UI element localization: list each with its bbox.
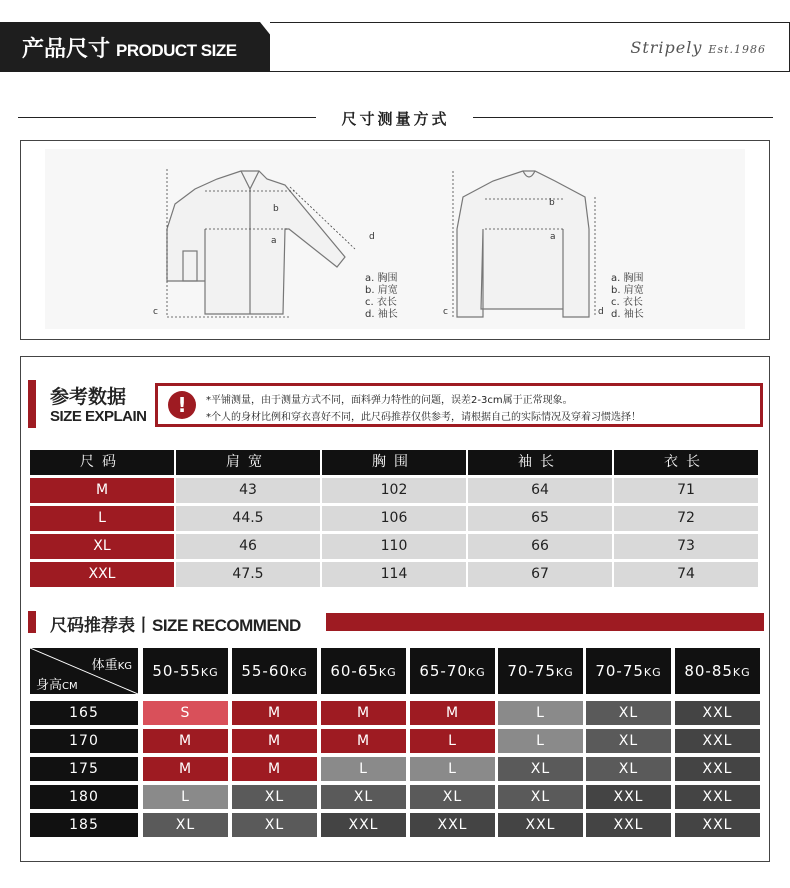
table-header-cell: 胸围 <box>322 450 466 475</box>
page-title <box>22 32 237 63</box>
table-header-cell: 尺码 <box>30 450 174 475</box>
recommended-size-cell: L <box>410 757 495 781</box>
mark-b-right: b <box>549 198 555 208</box>
weight-header-cell <box>410 648 495 694</box>
recommended-size-cell: M <box>232 701 317 725</box>
height-row-label: 170 <box>30 729 138 753</box>
weight-unit: KG <box>200 666 219 679</box>
recommended-size-cell: XXL <box>675 813 760 837</box>
table-value-cell: 44.5 <box>176 506 320 531</box>
corner-height-label <box>36 674 78 693</box>
recommended-size-cell: XXL <box>410 813 495 837</box>
recommended-size-cell: XXL <box>586 785 671 809</box>
corner-height-unit: CM <box>62 681 78 692</box>
weight-unit: KG <box>467 666 486 679</box>
notice-line: *平铺测量，由于测量方式不同，面料弹力特性的问题，误差2-3cm属于正常现象。 <box>206 395 573 406</box>
measure-title: 尺寸测量方式 <box>341 110 450 128</box>
recommended-size-cell: XXL <box>498 813 583 837</box>
accent-bar <box>28 380 36 428</box>
recommended-size-cell: XXL <box>675 701 760 725</box>
brand-logo <box>630 38 766 57</box>
table-value-cell: 43 <box>176 478 320 503</box>
weight-header-cell <box>586 648 671 694</box>
legend-item: c. 衣长 <box>611 297 643 308</box>
weight-unit: KG <box>289 666 308 679</box>
recommend-title <box>50 611 301 636</box>
weight-unit: KG <box>555 666 574 679</box>
weight-range: 55-60 <box>241 662 290 680</box>
shirt-outline <box>167 171 345 314</box>
table-header-cell: 肩宽 <box>176 450 320 475</box>
weight-range: 70-75 <box>595 662 644 680</box>
weight-unit: KG <box>643 666 662 679</box>
title-cn: 产品尺寸 <box>22 37 111 62</box>
weight-range: 50-55 <box>152 662 201 680</box>
table-value-cell: 64 <box>468 478 612 503</box>
table-value-cell: 66 <box>468 534 612 559</box>
recommend-title-en: SIZE RECOMMEND <box>152 616 301 635</box>
corner-weight: 体重 <box>91 658 118 673</box>
weight-header-cell <box>675 648 760 694</box>
recommended-size-cell: L <box>321 757 406 781</box>
measure-section-header <box>18 108 773 128</box>
explain-title-en: SIZE EXPLAIN <box>50 408 147 425</box>
explain-title-cn: 参考数据 <box>50 386 127 408</box>
recommended-size-cell: XL <box>143 813 228 837</box>
table-value-cell: 47.5 <box>176 562 320 587</box>
corner-height: 身高 <box>36 678 63 693</box>
size-explain-heading <box>28 378 158 430</box>
table-value-cell: 110 <box>322 534 466 559</box>
mark-a-right: a <box>550 232 556 242</box>
table-value-cell: 65 <box>468 506 612 531</box>
weight-range: 60-65 <box>330 662 379 680</box>
notice-box <box>155 383 763 427</box>
size-label-cell: M <box>30 478 174 503</box>
table-value-cell: 46 <box>176 534 320 559</box>
height-row-label: 175 <box>30 757 138 781</box>
legend-item: d. 袖长 <box>611 309 644 320</box>
recommended-size-cell: XL <box>498 785 583 809</box>
sweater-outline <box>457 171 589 317</box>
recommended-size-cell: S <box>143 701 228 725</box>
weight-header-cell <box>232 648 317 694</box>
recommended-size-cell: L <box>498 701 583 725</box>
recommended-size-cell: M <box>410 701 495 725</box>
legend-item: a. 胸围 <box>365 273 398 284</box>
mark-a-left: a <box>271 236 277 246</box>
recommended-size-cell: XL <box>232 785 317 809</box>
mark-b-left: b <box>273 204 279 214</box>
legend-right <box>611 273 644 321</box>
page-header <box>0 22 790 72</box>
recommended-size-cell: L <box>143 785 228 809</box>
brand-est: Est.1986 <box>708 43 766 56</box>
weight-range: 70-75 <box>507 662 556 680</box>
recommended-size-cell: L <box>410 729 495 753</box>
weight-unit: KG <box>732 666 751 679</box>
recommended-size-cell: L <box>498 729 583 753</box>
accent-bar <box>28 611 36 633</box>
recommend-corner-header <box>30 648 138 694</box>
mark-c-left: c <box>153 307 158 317</box>
table-value-cell: 73 <box>614 534 758 559</box>
recommended-size-cell: M <box>143 729 228 753</box>
notice-line: *个人的身材比例和穿衣喜好不同，此尺码推荐仅供参考，请根据自己的实际情况及穿着习惯选择！ <box>206 412 641 423</box>
recommended-size-cell: M <box>143 757 228 781</box>
weight-header-cell <box>321 648 406 694</box>
recommended-size-cell: XL <box>586 729 671 753</box>
recommended-size-cell: M <box>321 729 406 753</box>
mark-d-left: d <box>369 232 375 242</box>
measure-diagram-box <box>20 140 770 340</box>
size-label-cell: XL <box>30 534 174 559</box>
recommend-title-sep: 丨 <box>135 616 152 636</box>
measure-diagram <box>45 149 745 329</box>
legend-item: b. 肩宽 <box>611 285 644 296</box>
table-value-cell: 74 <box>614 562 758 587</box>
recommended-size-cell: M <box>321 701 406 725</box>
table-value-cell: 67 <box>468 562 612 587</box>
brand-name: Stripely <box>630 38 703 57</box>
table-value-cell: 102 <box>322 478 466 503</box>
recommended-size-cell: XL <box>586 757 671 781</box>
recommended-size-cell: M <box>232 757 317 781</box>
mark-d-right: d <box>598 307 604 317</box>
recommended-size-cell: XL <box>321 785 406 809</box>
recommended-size-cell: XXL <box>586 813 671 837</box>
height-row-label: 185 <box>30 813 138 837</box>
table-value-cell: 106 <box>322 506 466 531</box>
recommended-size-cell: XXL <box>675 729 760 753</box>
table-header-cell: 袖长 <box>468 450 612 475</box>
weight-range: 65-70 <box>419 662 468 680</box>
height-row-label: 165 <box>30 701 138 725</box>
recommended-size-cell: XXL <box>675 785 760 809</box>
table-header-cell: 衣长 <box>614 450 758 475</box>
mark-c-right: c <box>443 307 448 317</box>
recommended-size-cell: XXL <box>321 813 406 837</box>
legend-item: d. 袖长 <box>365 309 398 320</box>
recommended-size-cell: XL <box>586 701 671 725</box>
height-row-label: 180 <box>30 785 138 809</box>
recommend-title-cn: 尺码推荐表 <box>50 616 135 636</box>
recommended-size-cell: M <box>232 729 317 753</box>
legend-item: c. 衣长 <box>365 297 397 308</box>
size-recommend-heading <box>28 611 328 636</box>
weight-header-cell <box>498 648 583 694</box>
table-value-cell: 71 <box>614 478 758 503</box>
recommended-size-cell: XL <box>410 785 495 809</box>
weight-unit: KG <box>378 666 397 679</box>
corner-weight-unit: KG <box>117 661 132 672</box>
recommended-size-cell: XL <box>232 813 317 837</box>
legend-item: b. 肩宽 <box>365 285 398 296</box>
table-value-cell: 114 <box>322 562 466 587</box>
legend-left <box>365 273 398 321</box>
recommended-size-cell: XXL <box>675 757 760 781</box>
recommended-size-cell: XL <box>498 757 583 781</box>
warning-icon: ! <box>168 391 196 419</box>
weight-range: 80-85 <box>684 662 733 680</box>
table-value-cell: 72 <box>614 506 758 531</box>
title-en: PRODUCT SIZE <box>116 41 237 60</box>
legend-item: a. 胸围 <box>611 273 644 284</box>
size-label-cell: XXL <box>30 562 174 587</box>
corner-weight-label <box>92 654 132 673</box>
size-label-cell: L <box>30 506 174 531</box>
recommend-accent-bar <box>326 613 764 631</box>
weight-header-cell <box>143 648 228 694</box>
